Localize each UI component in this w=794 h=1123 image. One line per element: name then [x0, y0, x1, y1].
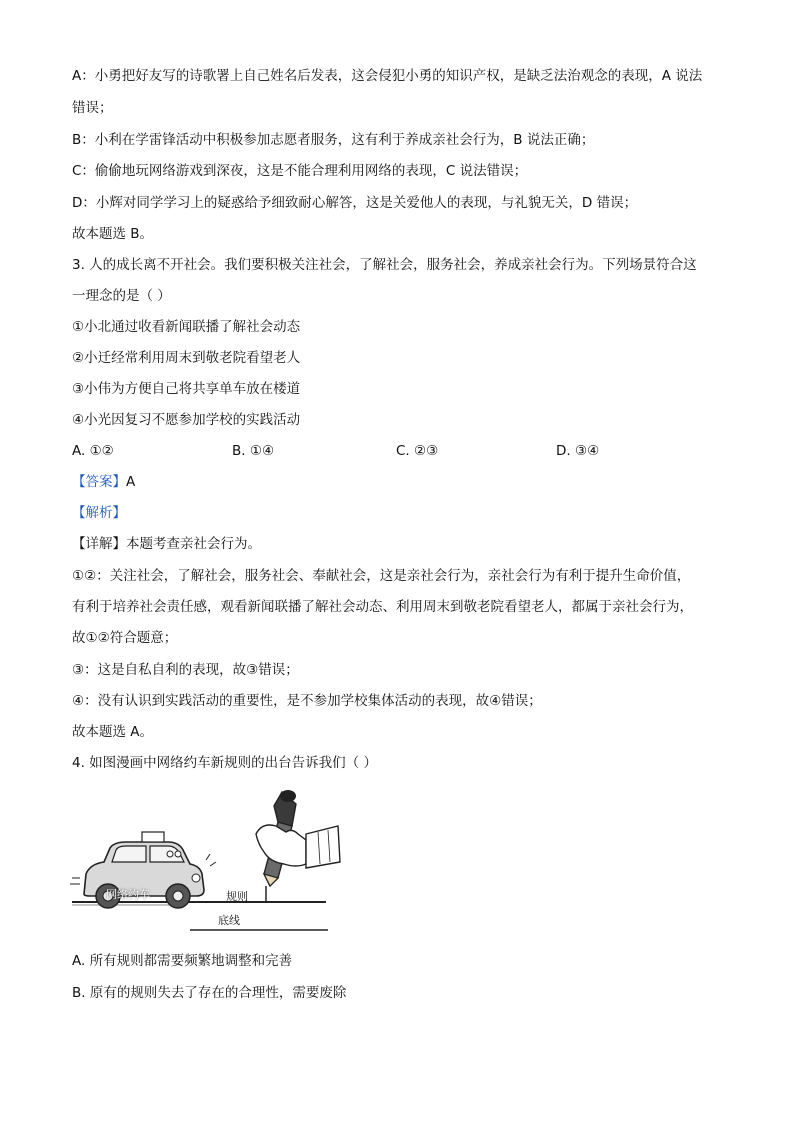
- question-3-item: ②小迁经常利用周末到敬老院看望老人: [72, 350, 301, 366]
- answer-value: A: [126, 474, 136, 490]
- text-line: B：小利在学雷锋活动中积极参加志愿者服务，这有利于养成亲社会行为，B 说法正确；: [72, 132, 595, 148]
- option-b: B. ①④: [232, 443, 275, 459]
- option-b: B. 原有的规则失去了存在的合理性，需要废除: [72, 985, 347, 1001]
- question-3-item: ④小光因复习不愿参加学校的实践活动: [72, 412, 301, 428]
- question-3-stem-cont: 一理念的是（ ）: [72, 288, 171, 304]
- option-d: D. ③④: [556, 443, 600, 459]
- answer-tag: 【答案】: [72, 474, 126, 490]
- text-line: A：小勇把好友写的诗歌署上自己姓名后发表，这会侵犯小勇的知识产权，是缺乏法治观念的表现，A 说法: [72, 68, 703, 84]
- text-line: 故本题选 B。: [72, 226, 154, 242]
- analysis-tag-line: [72, 503, 126, 523]
- option-a: A. 所有规则都需要频繁地调整和完善: [72, 953, 293, 969]
- car-label: 网络约车: [106, 888, 150, 901]
- analysis-line: ④：没有认识到实践活动的重要性，是不参加学校集体活动的表现，故④错误；: [72, 693, 542, 709]
- detail-line: [72, 534, 261, 554]
- analysis-line: 有利于培养社会责任感，观看新闻联播了解社会动态、利用周末到敬老院看望老人，都属于亲社会行为，: [72, 599, 693, 615]
- cartoon-drawing: [70, 782, 342, 938]
- cartoon-figure: [70, 782, 342, 938]
- analysis-line: 故本题选 A。: [72, 724, 154, 740]
- text-line: D：小辉对同学学习上的疑惑给予细致耐心解答，这是关爱他人的表现，与礼貌无关，D 错误；: [72, 195, 638, 211]
- text-line: 错误；: [72, 100, 113, 116]
- option-a: A. ①②: [72, 443, 114, 459]
- question-3-item: ③小伟为方便自己将共享单车放在楼道: [72, 381, 301, 397]
- detail-tag: 【详解】: [72, 536, 126, 552]
- option-c: C. ②③: [396, 443, 439, 459]
- text-line: C：偷偷地玩网络游戏到深夜，这是不能合理利用网络的表现，C 说法错误；: [72, 163, 528, 179]
- question-3-stem: 3. 人的成长离不开社会。我们要积极关注社会，了解社会，服务社会，养成亲社会行为。下列场景符合这: [72, 257, 697, 273]
- analysis-line: ①②：关注社会，了解社会，服务社会、奉献社会，这是亲社会行为，亲社会行为有利于提升生命价值，: [72, 568, 691, 584]
- detail-text: 本题考查亲社会行为。: [126, 536, 261, 552]
- question-4-stem: 4. 如图漫画中网络约车新规则的出台告诉我们（ ）: [72, 755, 377, 771]
- bottom-line-label: 底线: [218, 914, 240, 927]
- question-3-item: ①小北通过收看新闻联播了解社会动态: [72, 319, 301, 335]
- analysis-line: 故①②符合题意；: [72, 630, 178, 646]
- answer-line: [72, 472, 135, 492]
- rule-label: 规则: [226, 890, 248, 903]
- analysis-line: ③：这是自私自利的表现，故③错误；: [72, 662, 299, 678]
- analysis-tag: 【解析】: [72, 505, 126, 521]
